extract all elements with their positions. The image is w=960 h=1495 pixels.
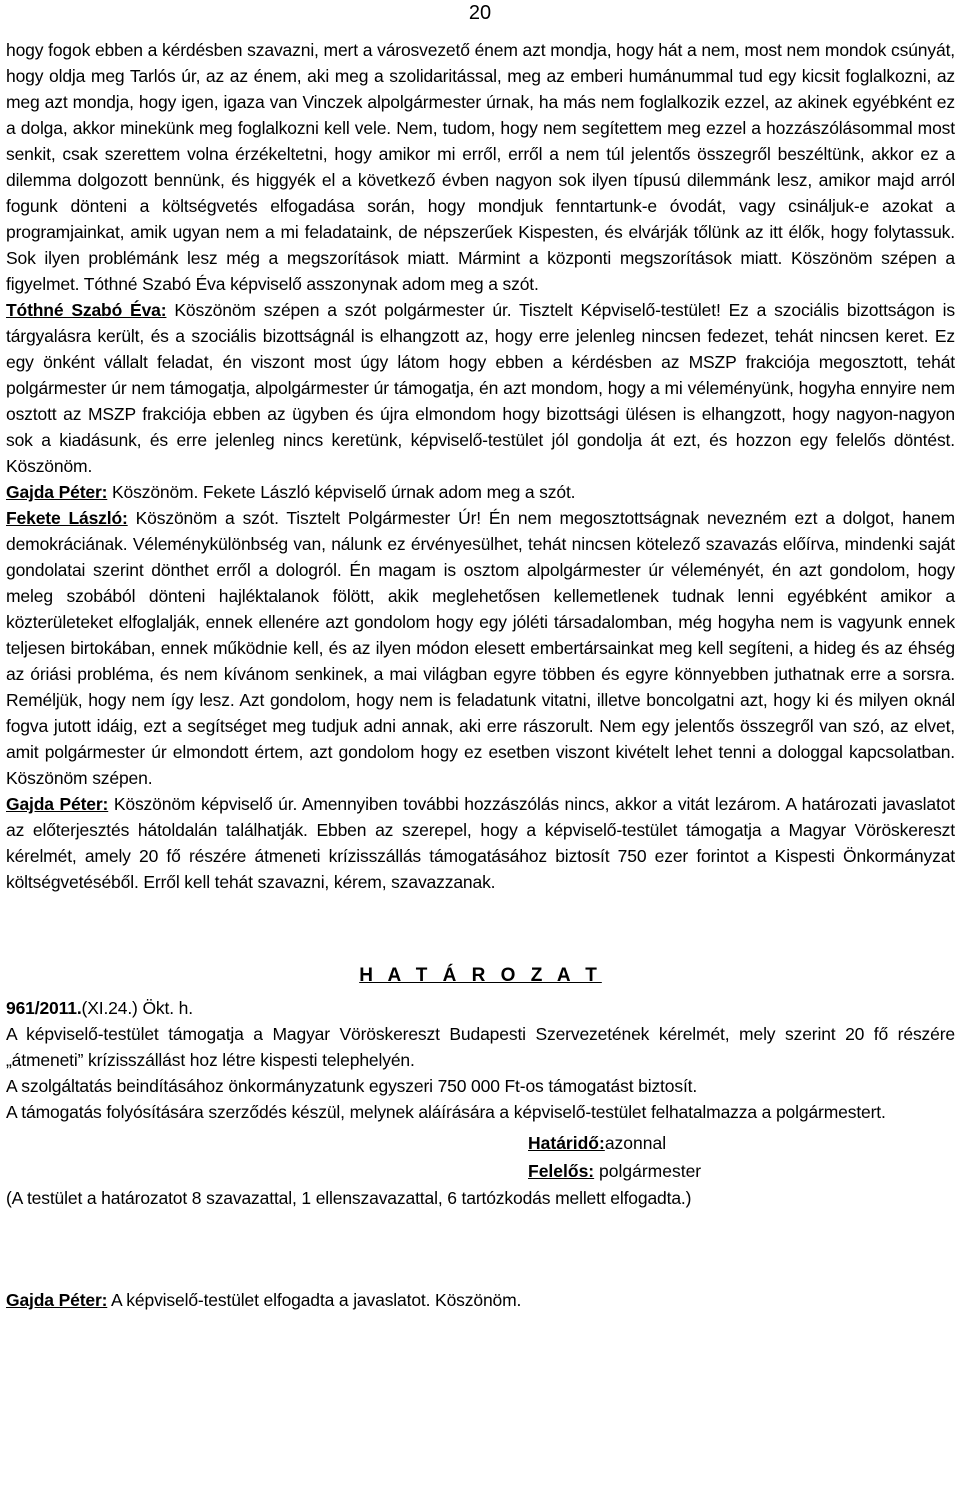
speech-paragraph [6, 505, 955, 791]
resolution-text: A szolgáltatás beindításához önkormányzatunk egyszeri 750 000 Ft-os támogatást biztosít. [6, 1076, 698, 1096]
document-body [6, 37, 955, 1313]
speaker-name: Gajda Péter: [6, 1290, 108, 1310]
speech-text: Köszönöm a szót. Tisztelt Polgármester Úr! Én nem megosztottságnak nevezném ezt a dolgot, hanem demokráciának. Véleménykülönbség van, nálunk ez érvényesülhet, tehát nincsen kötelező szavazás előírva, mindenki saját gondolatai szerint dönthet erről a dologról. Én magam is osztom alpolgármester úr véleményét, én azt gondolom, hogy meleg szobából dönteni hajléktalanok fölött, akik meglehetősen kellemetlenek tudnak lenni egyébként amikor a közterületeket elfoglalják, ennek ellenére azt gondolom hogy egy jóléti társadalomban, még hogyha nem is vagyunk ennek teljesen birtokában, ennek működnie kell, és az ilyen módon elesett embertársainkat meg kell segíteni, a hideg és az éhség az óriási probléma, és nem kívánom senkinek, a mai világban egyre többen és egyre könnyebben juthatnak erre a sorsra. Reméljük, hogy nem így lesz. Azt gondolom, hogy nem is feladatunk vitatni, illetve boncolgatni azt, hogy ki és milyen oknál fogva jutott idáig, ezt a segítséget meg tudjuk adni annak, aki erre rászorult. Nem egy jelentős összegről van szó, az elvet, amit polgármester úr elmondott értem, azt gondolom hogy ez esetben viszont kivételt lehet tenni a dologgal kapcsolatban. Köszönöm szépen. [6, 508, 955, 788]
speaker-name: Gajda Péter: [6, 794, 109, 814]
speech-paragraph [6, 479, 955, 505]
speech-paragraph: hogy fogok ebben a kérdésben szavazni, mert a városvezető énem azt mondja, hogy hát a nem, most nem mondok csúnyát, hogy oldja meg Tarlós úr, az az énem, aki meg a szolidaritással, meg az emberi humánummal tud egy kicsit foglalkozni, az meg azt mondja, hogy igen, igaza van Vinczek alpolgármester úrnak, ha más nem foglalkozik ezzel, az akinek egyébként ez a dolga, akkor minekünk meg foglalkozni kell vele. Nem, tudom, hogy nem segítettem meg ezzel a hozzászólásommal most senkit, csak szerettem volna érzékeltetni, hogy amikor mi erről, erről a nem túl jelentős összegről beszéltünk, akkor ez a dilemma dolgozott bennünk, és higgyék el a következő évben nagyon sok ilyen típusú dilemmánk lesz, amikor majd arról fogunk dönteni a költségvetés elfogadása során, hogy mondjuk fenntartunk-e óvodát, vagy csináljuk-e azokat a programjainkat, amik ugyan nem a mi feladataink, de népszerűek Kispesten, és elvárják tőlünk az itt élők, hogy folytassuk. Sok ilyen problémánk lesz még a megszorítások miatt. Mármint a központi megszorítások miatt. Köszönöm szépen a figyelmet. Tóthné Szabó Éva képviselő asszonynak adom meg a szót. [6, 40, 955, 294]
responsible-label: Felelős: [528, 1161, 595, 1181]
speech-text: Köszönöm. Fekete László képviselő úrnak adom meg a szót. [107, 482, 576, 502]
deadline-row [528, 1129, 955, 1157]
speaker-name: Tóthné Szabó Éva: [6, 300, 167, 320]
deadline-value: azonnal [604, 1133, 667, 1153]
page-number: 20 [468, 2, 492, 24]
responsible-value: polgármester [594, 1161, 702, 1181]
responsible-row [528, 1157, 955, 1185]
speaker-name: Fekete László: [6, 508, 128, 528]
speech-paragraph [6, 1287, 955, 1313]
speech-text: A képviselő-testület elfogadta a javaslatot. Köszönöm. [107, 1290, 522, 1310]
resolution-number-rest: (XI.24.) Ökt. h. [81, 998, 193, 1018]
speech-text: Köszönöm szépen a szót polgármester úr. Tisztelt Képviselő-testület! Ez a szociális bizottságon is tárgyalásra került, és a szociális bizottságnál is elhangzott az, hogy erre jelenleg nincsen fedezet, tehát nincsen keret. Ez egy önként vállalt feladat, én viszont most úgy látom hogy ebben a kérdésben az MSZP frakciója megosztott, tehát polgármester úr nem támogatja, alpolgármester úr támogatja, én azt mondom, hogy a mi véleményünk, hogyha ennyire nem osztott az MSZP frakciója ebben az ügyben és újra elmondom hogy bizottsági ülésen is elhangzott, hogy nagyon-nagyon sok a kiadásunk, és erre jelenleg nincs keretünk, képviselő-testület jól gondolja át ezt, és hozzon egy felelős döntést. Köszönöm. [6, 300, 956, 476]
resolution-text: A képviselő-testület támogatja a Magyar Vöröskereszt Budapesti Szervezetének kérelmét, mely szerint 20 fő részére „átmeneti” krízisszállást hoz létre kispesti telephelyén. [6, 1024, 955, 1070]
speech-text: Köszönöm képviselő úr. Amennyiben további hozzászólás nincs, akkor a vitát lezárom. A határozati javaslatot az előterjesztés hátoldalán találhatják. Ebben az szerepel, hogy a képviselő-testület támogatja a Magyar Vöröskereszt kérelmét, amely 20 fő részére átmeneti krízisszállás támogatásához biztosít 750 ezer forintot a Kispesti Önkormányzat költségvetéséből. Erről kell tehát szavazni, kérem, szavazzanak. [6, 794, 956, 892]
deadline-label: Határidő: [528, 1133, 605, 1153]
resolution-number-bold: 961/2011. [6, 998, 82, 1018]
speaker-name: Gajda Péter: [6, 482, 108, 502]
resolution-meta [6, 1129, 955, 1185]
speech-paragraph [6, 297, 955, 479]
vote-result: (A testület a határozatot 8 szavazattal, 1 ellenszavazattal, 6 tartózkodás mellett elfogadta.) [6, 1188, 692, 1208]
resolution-text: A támogatás folyósítására szerződés készül, melynek aláírására a képviselő-testület felhatalmazza a polgármestert. [6, 1102, 886, 1122]
resolution-heading: H A T Á R O Z A T [359, 965, 602, 986]
speech-paragraph [6, 791, 955, 895]
resolution-number [6, 995, 955, 1021]
